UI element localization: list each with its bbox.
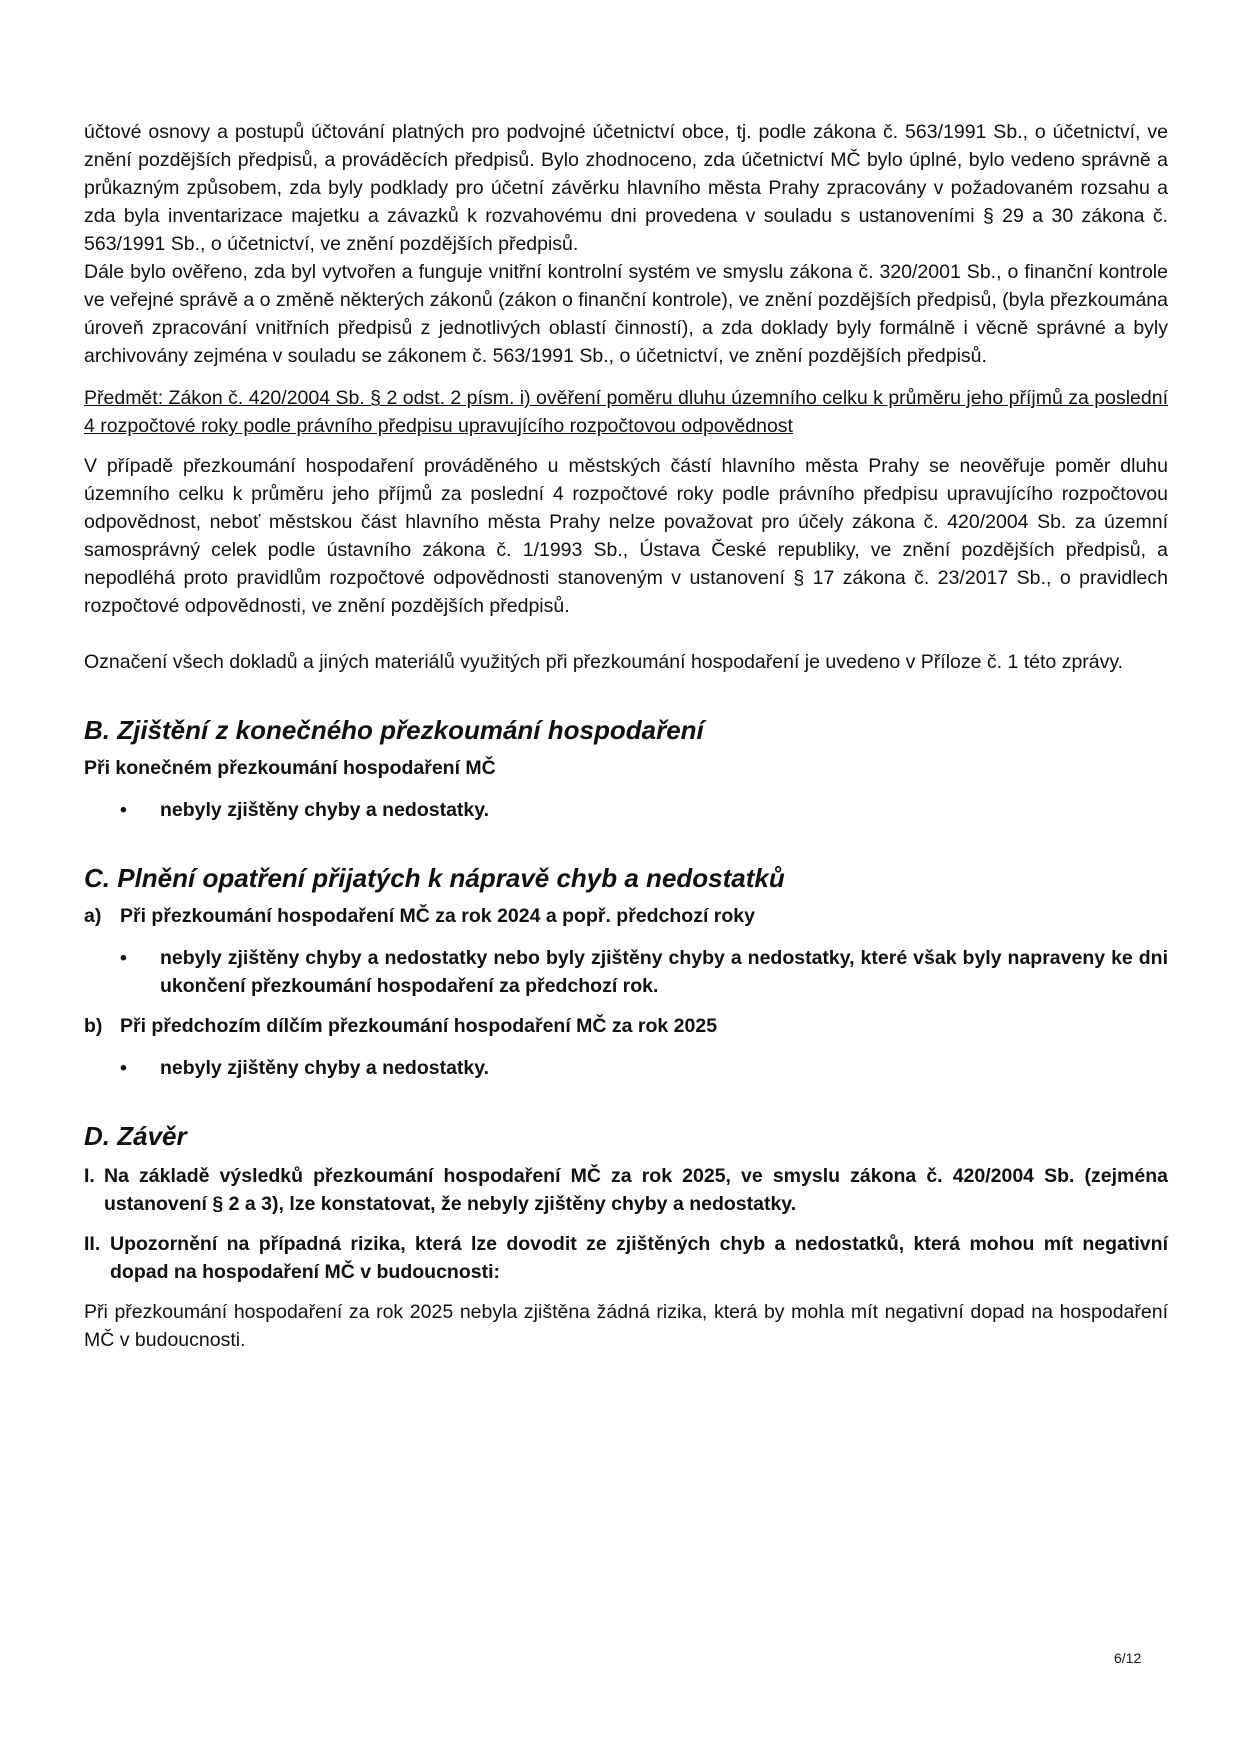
section-d-i-text: Na základě výsledků přezkoumání hospodaření MČ za rok 2025, ve smyslu zákona č. 420/2004 Sb. (zejména ustanovení § 2 a 3), lze konstatovat, že nebyly zjištěny chyby a nedostatky. bbox=[104, 1165, 1168, 1215]
subject-heading: Předmět: Zákon č. 420/2004 Sb. § 2 odst. 2 písm. i) ověření poměru dluhu územního celku k průměru jeho příjmů za poslední 4 rozpočtové roky podle právního předpisu upravujícího rozpočtovou odpovědnost bbox=[84, 387, 1168, 437]
section-c-a-bullet-text: nebyly zjištěny chyby a nedostatky nebo byly zjištěny chyby a nedostatky, které však byly napraveny ke dni ukončení přezkoumání hospodaření za předchozí rok. bbox=[160, 947, 1168, 997]
closing-paragraph: Při přezkoumání hospodaření za rok 2025 nebyla zjištěna žádná rizika, která by mohla mít negativní dopad na hospodaření MČ v budoucnosti. bbox=[84, 1301, 1168, 1351]
section-c-a-item bbox=[84, 902, 1168, 930]
section-c-b-marker: b) bbox=[84, 1015, 103, 1037]
paragraph-attachment: Označení všech dokladů a jiných materiálů využitých při přezkoumání hospodaření je uvedeno v Příloze č. 1 této zprávy. bbox=[84, 651, 1124, 673]
paragraph-debt-ratio: V případě přezkoumání hospodaření prováděného u městských částí hlavního města Prahy se neověřuje poměr dluhu územního celku k průměru jeho příjmů za poslední 4 rozpočtové roky podle právního předpisu upravujícího rozpočtovou odpovědnost, neboť městskou část hlavního města Prahy nelze považovat pro účely zákona č. 420/2004 Sb. za územní samosprávný celek podle ústavního zákona č. 1/1993 Sb., Ústava České republiky, ve znění pozdějších předpisů, a nepodléhá proto pravidlům rozpočtové odpovědnosti stanoveným v ustanovení § 17 zákona č. 23/2017 Sb., o pravidlech rozpočtové odpovědnosti, ve znění pozdějších předpisů. bbox=[84, 455, 1168, 617]
section-d-ii-text: Upozornění na případná rizika, která lze dovodit ze zjištěných chyb a nedostatků, která mohou mít negativní dopad na hospodaření MČ v budoucnosti: bbox=[110, 1233, 1168, 1283]
bullet-icon: • bbox=[120, 947, 127, 969]
section-b-bullet-text: nebyly zjištěny chyby a nedostatky. bbox=[160, 799, 490, 821]
section-c-b-item bbox=[84, 1012, 1168, 1040]
bullet-icon: • bbox=[120, 799, 127, 821]
paragraph-internal-control: Dále bylo ověřeno, zda byl vytvořen a funguje vnitřní kontrolní systém ve smyslu zákona č. 320/2001 Sb., o finanční kontrole ve veřejné správě a o změně některých zákonů (zákon o finanční kontrole), ve znění pozdějších předpisů, (byla přezkoumána úroveň zpracování vnitřních předpisů z jednotlivých oblastí činností), a zda doklady byly formálně i věcně správné a byly archivovány zejména v souladu se zákonem č. 563/1991 Sb., o účetnictví, ve znění pozdějších předpisů. bbox=[84, 261, 1168, 367]
paragraph-accounting: účtové osnovy a postupů účtování platných pro podvojné účetnictví obce, tj. podle zákona č. 563/1991 Sb., o účetnictví, ve znění pozdějších předpisů, a prováděcích předpisů. Bylo zhodnoceno, zda účetnictví MČ bylo úplné, bylo vedeno správně a průkazným způsobem, zda byly podklady pro účetní závěrku hlavního města Prahy zpracovány v požadovaném rozsahu a zda byla inventarizace majetku a závazků k rozvahovému dni provedena v souladu s ustanoveními § 29 a 30 zákona č. 563/1991 Sb., o účetnictví, ve znění pozdějších předpisů. bbox=[84, 121, 1168, 255]
section-c-a-marker: a) bbox=[84, 905, 102, 927]
document-page bbox=[84, 118, 1168, 1354]
section-d-ii-marker: II. bbox=[84, 1233, 101, 1255]
section-c-a-bullet-item bbox=[84, 944, 1168, 1000]
section-c-b-bullet-item bbox=[84, 1054, 1168, 1082]
section-c-b-text: Při předchozím dílčím přezkoumání hospodaření MČ za rok 2025 bbox=[120, 1015, 718, 1037]
section-d-title: D. Závěr bbox=[84, 1121, 187, 1151]
section-c-b-bullet-text: nebyly zjištěny chyby a nedostatky. bbox=[160, 1057, 490, 1079]
section-b-title: B. Zjištění z konečného přezkoumání hospodaření bbox=[84, 715, 704, 745]
section-c-a-text: Při přezkoumání hospodaření MČ za rok 2024 a popř. předchozí roky bbox=[120, 905, 755, 927]
section-d-i-item bbox=[84, 1162, 1168, 1218]
section-d-ii-item bbox=[84, 1230, 1168, 1286]
section-b-bullet-item bbox=[84, 796, 1168, 824]
page-number: 6/12 bbox=[1114, 1650, 1142, 1666]
section-c-title: C. Plnění opatření přijatých k nápravě chyb a nedostatků bbox=[84, 863, 785, 893]
section-b-intro: Při konečném přezkoumání hospodaření MČ bbox=[84, 757, 496, 779]
section-d-i-marker: I. bbox=[84, 1165, 95, 1187]
bullet-icon: • bbox=[120, 1057, 127, 1079]
